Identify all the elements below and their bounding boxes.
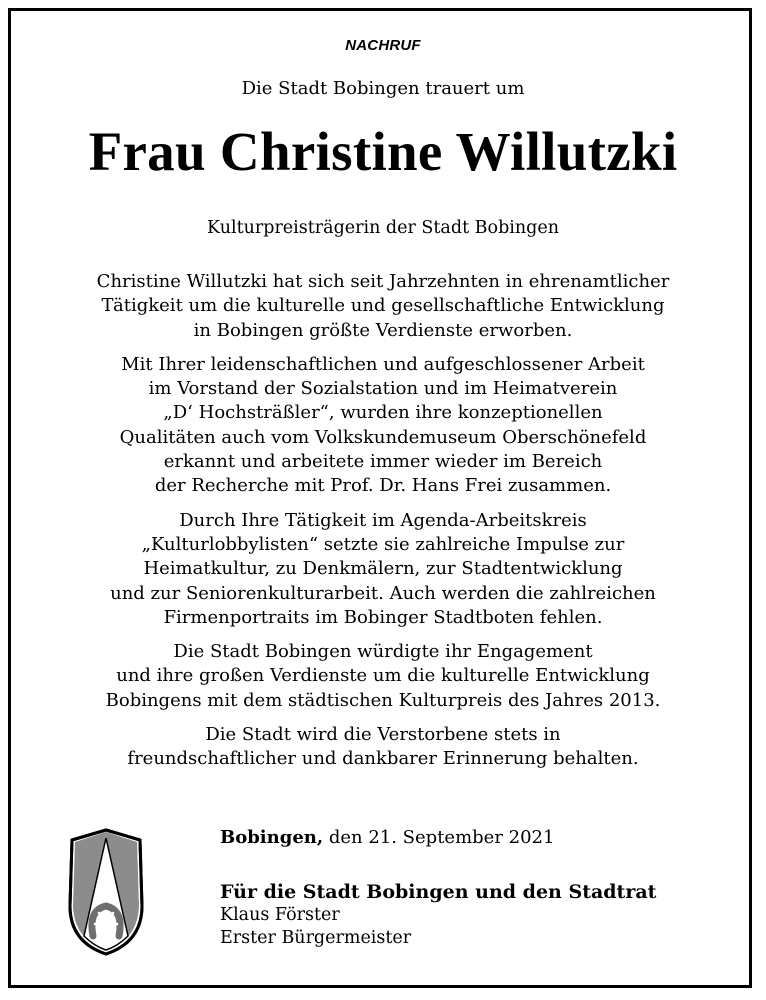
signature-block — [220, 826, 656, 950]
text-line: Die Stadt Bobingen würdigte ihr Engagement — [173, 641, 593, 663]
text-line: „D‘ Hochsträßler“, wurden ihre konzeptionellen — [163, 402, 603, 424]
on-behalf-line: Für die Stadt Bobingen und den Stadtrat — [220, 881, 657, 903]
paragraph-1 — [40, 270, 726, 343]
text-line: Durch Ihre Tätigkeit im Agenda-Arbeitskreis — [179, 509, 587, 531]
text-line: im Vorstand der Sozialstation und im Heimatverein — [148, 378, 618, 400]
coat-of-arms-icon — [66, 826, 146, 958]
deceased-name: Frau Christine Willutzki — [88, 121, 678, 182]
text-line: „Kulturlobbylisten“ setzte sie zahlreiche Impulse zur — [141, 533, 625, 555]
paragraph-2 — [40, 353, 726, 499]
text-line: in Bobingen größte Verdienste erworben. — [193, 319, 573, 341]
text-line: erkannt und arbeitete immer wieder im Bereich — [163, 451, 603, 473]
signatory-role: Erster Bürgermeister — [220, 928, 412, 948]
notice-heading: NACHRUF — [345, 37, 421, 54]
paragraph-5 — [40, 723, 726, 772]
place-date — [220, 826, 656, 850]
paragraph-4 — [40, 640, 726, 713]
deceased-subtitle: Kulturpreisträgerin der Stadt Bobingen — [207, 218, 559, 238]
paragraph-3 — [40, 509, 726, 630]
text-line: Qualitäten auch vom Volkskundemuseum Oberschönefeld — [119, 426, 647, 448]
date-text: den 21. September 2021 — [323, 827, 555, 848]
text-line: der Recherche mit Prof. Dr. Hans Frei zusammen. — [154, 475, 612, 497]
text-line: Firmenportraits im Bobinger Stadtboten fehlen. — [163, 606, 603, 628]
signatory-name: Klaus Förster — [220, 905, 340, 925]
text-line: Bobingens mit dem städtischen Kulturpreis des Jahres 2013. — [105, 689, 661, 711]
text-line: und zur Seniorenkulturarbeit. Auch werden die zahlreichen — [110, 582, 656, 604]
text-line: Mit Ihrer leidenschaftlichen und aufgeschlossener Arbeit — [121, 353, 645, 375]
obituary-body — [40, 270, 726, 782]
text-line: Die Stadt wird die Verstorbene stets in — [205, 724, 561, 746]
text-line: und ihre großen Verdienste um die kulturelle Entwicklung — [116, 665, 650, 687]
text-line: freundschaftlicher und dankbarer Erinnerung behalten. — [127, 748, 639, 770]
place-name: Bobingen, — [220, 827, 324, 848]
text-line: Heimatkultur, zu Denkmälern, zur Stadtentwicklung — [143, 558, 623, 580]
text-line: Tätigkeit um die kulturelle und gesellschaftliche Entwicklung — [101, 295, 665, 317]
text-line: Christine Willutzki hat sich seit Jahrzehnten in ehrenamtlicher — [96, 271, 670, 292]
notice-intro: Die Stadt Bobingen trauert um — [241, 78, 525, 99]
